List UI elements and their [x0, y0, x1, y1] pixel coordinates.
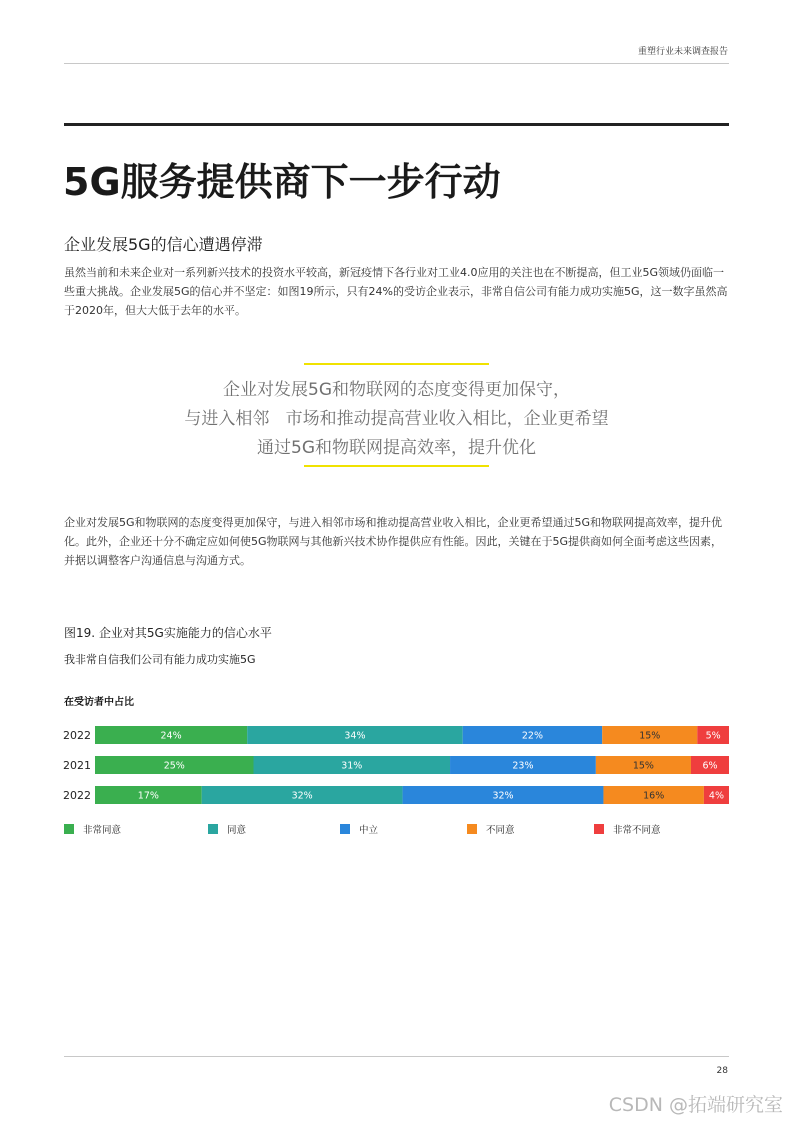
chart-label: 在受访者中占比: [64, 697, 134, 708]
data-label: 32%: [291, 790, 313, 802]
legend-item: [467, 822, 515, 836]
legend-item: [208, 822, 246, 836]
data-label: 24%: [160, 730, 182, 742]
legend-swatch: [64, 824, 74, 834]
legend-label: 同意: [227, 825, 247, 836]
pull-quote-line-1: 企业对发展5G和物联网的态度变得更加保守，: [223, 380, 570, 400]
page-title: 5G服务提供商下一步行动: [63, 160, 501, 204]
data-label: 22%: [521, 730, 544, 742]
watermark: CSDN @拓端研究室: [608, 1094, 783, 1116]
data-label: 15%: [632, 760, 654, 772]
legend-label: 不同意: [486, 825, 515, 836]
legend-swatch: [594, 824, 604, 834]
legend-swatch: [208, 824, 218, 834]
section-heading: 企业发展5G的信心遭遇停滞: [64, 235, 263, 254]
legend-item: [340, 822, 378, 836]
page-number: 28: [716, 1066, 728, 1076]
data-label: 17%: [137, 790, 159, 802]
data-label: 25%: [163, 760, 185, 772]
header-label: 重塑行业未来调查报告: [637, 47, 728, 57]
stacked-bar-chart: [56, 718, 736, 813]
legend-label: 中立: [359, 825, 379, 836]
data-label: 4%: [708, 790, 724, 802]
pull-quote-line-3: 通过5G和物联网提高效率，提升优化: [257, 438, 536, 458]
legend-item: [64, 822, 121, 836]
legend-label: 非常不同意: [613, 825, 661, 836]
title-rule: [64, 123, 729, 126]
pull-quote-line-2: 与进入相邻 市场和推动提高营业收入相比，企业更希望: [184, 409, 609, 429]
legend-item: [594, 822, 661, 836]
body-paragraph-1: 虽然当前和未来企业对一系列新兴技术的投资水平较高，新冠疫情下各行业对工业4.0应用的关注也在不断提高，但工业5G领域仍面临一些重大挑战。企业发展5G的信心并不坚定：如图19所示，只有24%的受访企业表示，非常自信公司有能力成功实施5G，这一数字虽然高于2020年，但大大低于去年的水平。: [64, 266, 728, 317]
header-divider: [64, 63, 729, 64]
data-label: 15%: [639, 730, 661, 742]
category-label: 2021: [63, 759, 91, 772]
legend-swatch: [467, 824, 477, 834]
figure-caption: 图19. 企业对其5G实施能力的信心水平: [64, 626, 272, 640]
data-label: 23%: [512, 760, 534, 772]
legend-label: 非常同意: [83, 825, 122, 836]
legend-swatch: [340, 824, 350, 834]
body-paragraph-2: 企业对发展5G和物联网的态度变得更加保守，与进入相邻市场和推动提高营业收入相比，企业更希望通过5G和物联网提高效率，提升优化。此外，企业还十分不确定应如何使5G物联网与其他新兴技术协作提供应有性能。因此，关键在于5G提供商如何全面考虑这些因素，并据以调整客户沟通信息与沟通方式。: [64, 516, 723, 567]
pull-quote: [120, 376, 673, 463]
category-label: 2022: [63, 729, 91, 742]
data-label: 34%: [344, 730, 366, 742]
quote-top-rule: [304, 363, 489, 365]
figure-subtitle: 我非常自信我们公司有能力成功实施5G: [64, 653, 256, 666]
chart-legend: [64, 822, 729, 838]
data-label: 32%: [492, 790, 514, 802]
footer-divider: [64, 1056, 729, 1057]
data-label: 6%: [702, 760, 718, 772]
quote-bottom-rule: [304, 465, 489, 467]
data-label: 5%: [705, 730, 721, 742]
category-label: 2022: [63, 789, 91, 802]
data-label: 31%: [341, 760, 363, 772]
data-label: 16%: [643, 790, 665, 802]
